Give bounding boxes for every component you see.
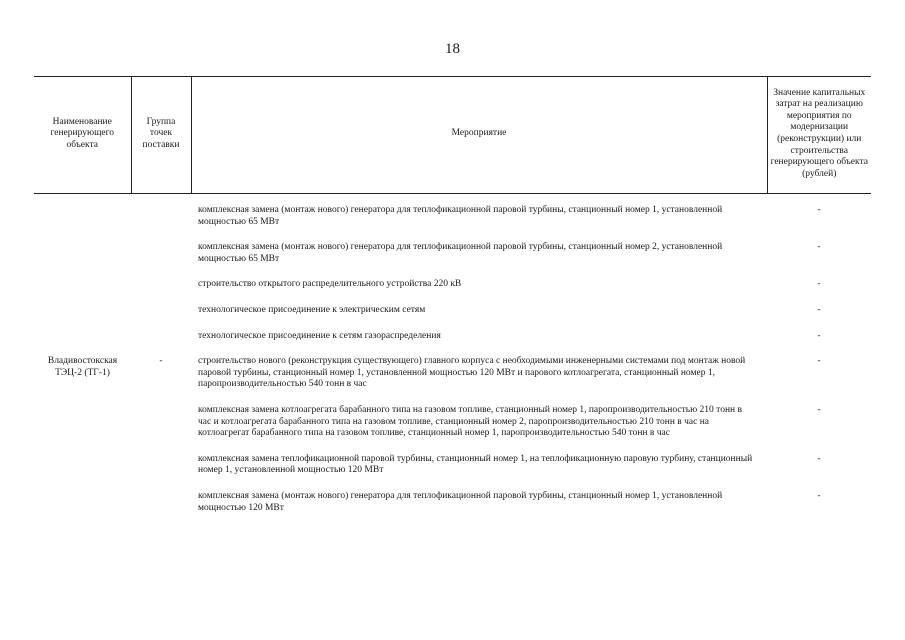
cost-value: -: [817, 490, 821, 501]
header-group-label: Группа точек поставки: [142, 116, 180, 150]
measure-text: комплексная замена (монтаж нового) генератора для теплофикационной паровой турбины, станционный номер 1, установленной мощностью 120 МВт: [198, 490, 723, 513]
row-gap: [34, 291, 871, 305]
table-header-row: [34, 77, 871, 194]
measure-text: комплексная замена теплофикационной паровой турбины, станционный номер 1, на теплофикационную паровую турбину, станционный номер 1, установленной мощностью 120 МВт: [198, 453, 753, 476]
header-group: [131, 77, 191, 194]
header-object: [34, 77, 131, 194]
table-row: [34, 205, 871, 228]
header-cost: [767, 77, 871, 194]
header-object-label: Наименование генерирующего объекта: [50, 116, 115, 150]
row-gap: [34, 228, 871, 242]
measure-text: строительство нового (реконструкция существующего) главного корпуса с необходимыми инженерными системами под монтаж новой паровой турбины, станционный номер 1, установленной мощностью 120 МВт и парового котлоагрегата, станционный номер 1, паропроизводительностью 540 тонн в час: [198, 356, 746, 390]
header-measure-label: Мероприятие: [451, 128, 507, 139]
header-measure: [191, 77, 767, 194]
table-row: [34, 305, 871, 317]
investment-table: [34, 76, 871, 514]
cost-value: -: [817, 279, 821, 290]
table-row: [34, 405, 871, 440]
row-gap: [34, 440, 871, 454]
measure-text: комплексная замена (монтаж нового) генератора для теплофикационной паровой турбины, станционный номер 1, установленной мощностью 65 МВт: [198, 205, 723, 227]
row-gap: [34, 317, 871, 331]
row-gap: [34, 342, 871, 356]
group-value: -: [159, 356, 163, 367]
row-gap: [34, 265, 871, 279]
table-row: [34, 331, 871, 343]
cost-value: -: [817, 404, 821, 415]
row-gap: [34, 391, 871, 405]
header-cost-label: Значение капитальных затрат на реализацию мероприятия по модернизации (реконструкции) или строительства генерирующего объекта (рублей): [770, 87, 868, 179]
table-row: [34, 491, 871, 514]
cost-value: -: [817, 242, 821, 253]
measure-text: строительство открытого распределительного устройства 220 кВ: [198, 279, 462, 290]
measure-text: комплексная замена котлоагрегата барабанного типа на газовом топливе, станционный номер 1, паропроизводительностью 210 тонн в час и котлоагрегата барабанного типа на газовом топливе, станционный номер 2, паропроизводительностью 210 тонн в час на котлоагрегат барабанного типа на газовом топливе, станционный номер 1, паропроизводительностью 540 тонн в час: [198, 404, 742, 439]
spacer-row: [34, 194, 871, 206]
cost-value: -: [817, 330, 821, 341]
cost-value: -: [817, 356, 821, 367]
table-row: [34, 356, 871, 391]
row-gap: [34, 477, 871, 491]
table-row: [34, 279, 871, 291]
measure-text: комплексная замена (монтаж нового) генератора для теплофикационной паровой турбины, станционный номер 2, установленной мощностью 65 МВт: [198, 242, 723, 264]
cost-value: -: [817, 205, 821, 215]
table-row: [34, 242, 871, 265]
cost-value: -: [817, 304, 821, 315]
measure-text: технологическое присоединение к электрическим сетям: [198, 304, 426, 315]
cost-value: -: [817, 453, 821, 464]
page-number: 18: [445, 41, 460, 57]
measure-text: технологическое присоединение к сетям газораспределения: [198, 330, 441, 341]
object-name: Владивостокская ТЭЦ-2 (ТГ-1): [47, 356, 118, 378]
table-row: [34, 454, 871, 477]
